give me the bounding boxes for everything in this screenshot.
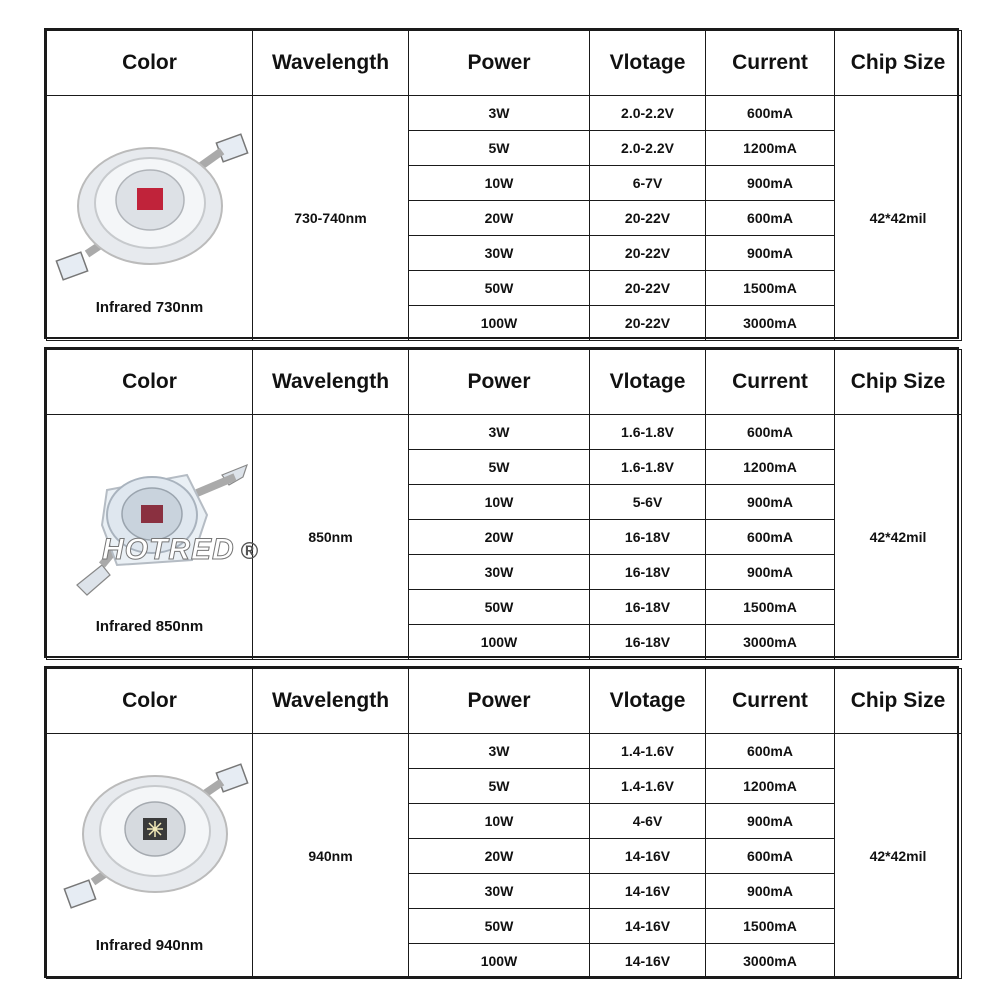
voltage-cell: 1.4-1.6V	[590, 769, 706, 804]
header-current: Current	[706, 350, 835, 415]
power-cell: 20W	[409, 201, 590, 236]
power-cell: 30W	[409, 874, 590, 909]
voltage-cell: 1.6-1.8V	[590, 415, 706, 450]
voltage-cell: 20-22V	[590, 236, 706, 271]
header-power: Power	[409, 669, 590, 734]
power-cell: 10W	[409, 485, 590, 520]
spec-table	[46, 30, 962, 341]
header-chip-size: Chip Size	[835, 31, 962, 96]
led-850nm-image	[47, 415, 253, 615]
spec-table-850nm	[44, 347, 959, 658]
current-cell: 1500mA	[706, 271, 835, 306]
spec-table	[46, 349, 962, 660]
current-cell: 900mA	[706, 485, 835, 520]
chip-size-cell: 42*42mil	[835, 96, 962, 341]
header-wavelength: Wavelength	[253, 31, 409, 96]
current-cell: 600mA	[706, 734, 835, 769]
voltage-cell: 20-22V	[590, 271, 706, 306]
wavelength-cell: 850nm	[253, 415, 409, 660]
brand-watermark-text: HOTRED	[102, 533, 235, 566]
voltage-cell: 5-6V	[590, 485, 706, 520]
header-voltage: Vlotage	[590, 31, 706, 96]
voltage-cell: 20-22V	[590, 306, 706, 341]
voltage-cell: 16-18V	[590, 625, 706, 660]
power-cell: 5W	[409, 769, 590, 804]
header-voltage: Vlotage	[590, 669, 706, 734]
current-cell: 1500mA	[706, 590, 835, 625]
voltage-cell: 4-6V	[590, 804, 706, 839]
led-730nm-image	[47, 96, 253, 296]
header-current: Current	[706, 669, 835, 734]
voltage-cell: 16-18V	[590, 520, 706, 555]
power-cell: 10W	[409, 166, 590, 201]
current-cell: 900mA	[706, 804, 835, 839]
current-cell: 600mA	[706, 201, 835, 236]
current-cell: 600mA	[706, 96, 835, 131]
voltage-cell: 1.4-1.6V	[590, 734, 706, 769]
current-cell: 3000mA	[706, 306, 835, 341]
header-wavelength: Wavelength	[253, 669, 409, 734]
voltage-cell: 2.0-2.2V	[590, 131, 706, 166]
voltage-cell: 14-16V	[590, 839, 706, 874]
power-cell: 50W	[409, 271, 590, 306]
current-cell: 3000mA	[706, 625, 835, 660]
voltage-cell: 16-18V	[590, 590, 706, 625]
power-cell: 50W	[409, 909, 590, 944]
wavelength-cell: 940nm	[253, 734, 409, 979]
power-cell: 30W	[409, 236, 590, 271]
color-cell	[47, 415, 260, 660]
header-row	[47, 31, 962, 96]
current-cell: 900mA	[706, 874, 835, 909]
current-cell: 1200mA	[706, 131, 835, 166]
power-cell: 50W	[409, 590, 590, 625]
current-cell: 600mA	[706, 520, 835, 555]
voltage-cell: 14-16V	[590, 909, 706, 944]
current-cell: 900mA	[706, 236, 835, 271]
voltage-cell: 6-7V	[590, 166, 706, 201]
power-cell: 10W	[409, 804, 590, 839]
voltage-cell: 14-16V	[590, 874, 706, 909]
chip-size-cell: 42*42mil	[835, 415, 962, 660]
voltage-cell: 14-16V	[590, 944, 706, 979]
chip-size-cell: 42*42mil	[835, 734, 962, 979]
header-color: Color	[47, 669, 253, 734]
power-cell: 3W	[409, 734, 590, 769]
power-cell: 100W	[409, 625, 590, 660]
power-cell: 100W	[409, 944, 590, 979]
spec-table-730nm	[44, 28, 959, 339]
power-cell: 30W	[409, 555, 590, 590]
led-940nm-image	[47, 734, 253, 934]
header-color: Color	[47, 31, 253, 96]
power-cell: 3W	[409, 415, 590, 450]
voltage-cell: 1.6-1.8V	[590, 450, 706, 485]
voltage-cell: 20-22V	[590, 201, 706, 236]
current-cell: 1200mA	[706, 450, 835, 485]
current-cell: 900mA	[706, 166, 835, 201]
header-color: Color	[47, 350, 253, 415]
table-row	[47, 734, 962, 769]
header-row	[47, 669, 962, 734]
color-label: Infrared 850nm	[95, 618, 204, 635]
table-row	[47, 96, 962, 131]
color-cell	[47, 734, 253, 979]
header-current: Current	[706, 31, 835, 96]
header-chip-size: Chip Size	[835, 669, 962, 734]
current-cell: 600mA	[706, 415, 835, 450]
power-cell: 5W	[409, 131, 590, 166]
power-cell: 3W	[409, 96, 590, 131]
power-cell: 5W	[409, 450, 590, 485]
current-cell: 1200mA	[706, 769, 835, 804]
voltage-cell: 16-18V	[590, 555, 706, 590]
header-row	[47, 350, 962, 415]
spec-table-940nm	[44, 666, 959, 978]
header-power: Power	[409, 31, 590, 96]
header-power: Power	[409, 350, 590, 415]
table-row	[47, 415, 962, 450]
voltage-cell: 2.0-2.2V	[590, 96, 706, 131]
color-cell	[47, 96, 253, 341]
spec-table	[46, 668, 962, 979]
current-cell: 600mA	[706, 839, 835, 874]
brand-watermark	[102, 533, 259, 567]
wavelength-cell: 730-740nm	[253, 96, 409, 341]
color-label: Infrared 730nm	[95, 299, 204, 316]
current-cell: 900mA	[706, 555, 835, 590]
header-chip-size: Chip Size	[835, 350, 962, 415]
header-voltage: Vlotage	[590, 350, 706, 415]
power-cell: 100W	[409, 306, 590, 341]
current-cell: 1500mA	[706, 909, 835, 944]
header-wavelength: Wavelength	[253, 350, 409, 415]
color-label: Infrared 940nm	[95, 937, 204, 954]
registered-mark: ®	[240, 538, 260, 565]
current-cell: 3000mA	[706, 944, 835, 979]
power-cell: 20W	[409, 520, 590, 555]
power-cell: 20W	[409, 839, 590, 874]
